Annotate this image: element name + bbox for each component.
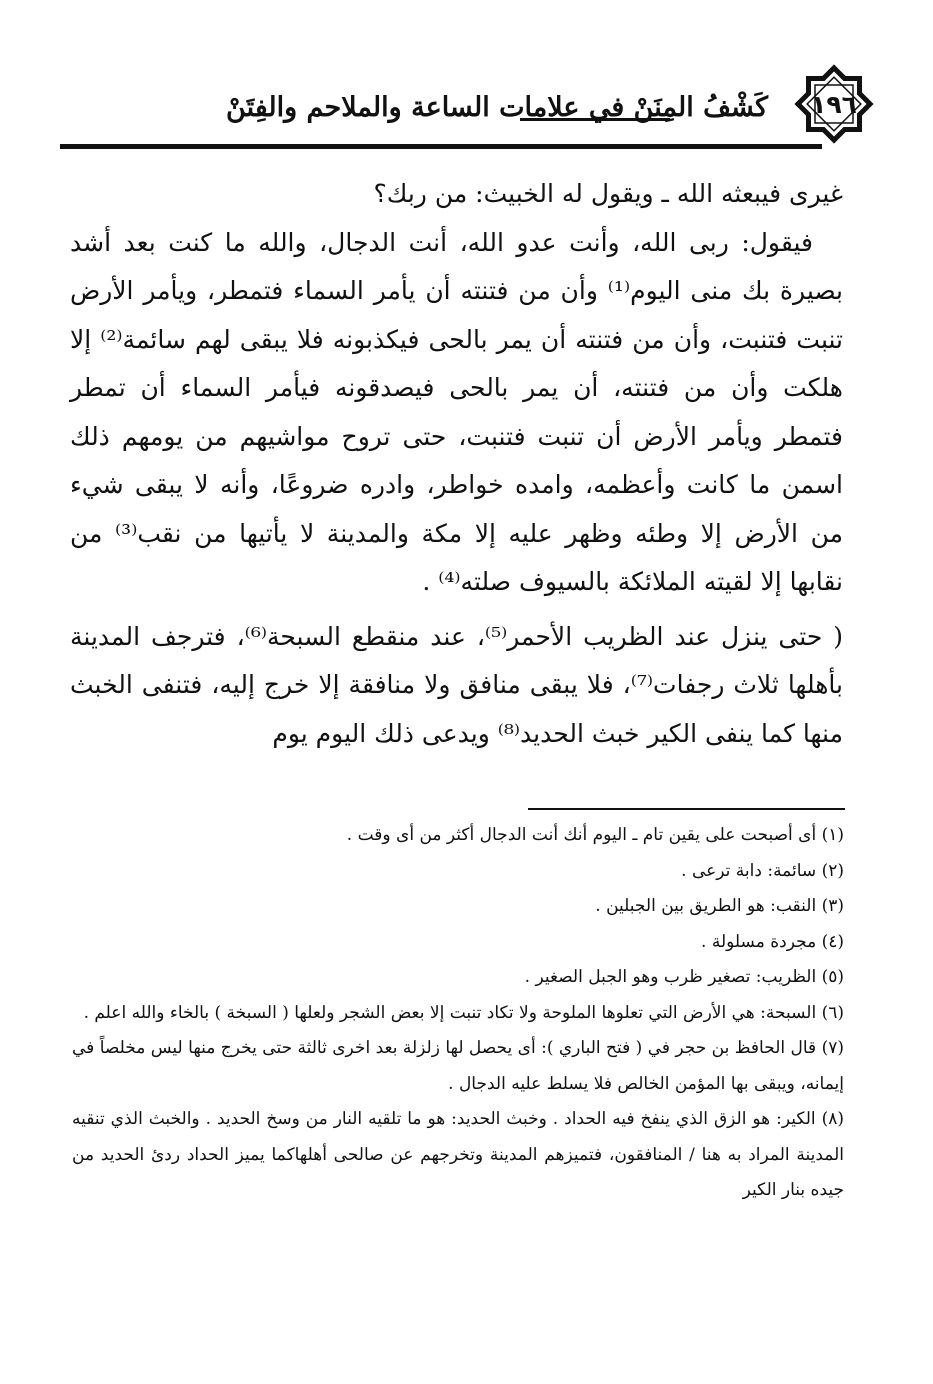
page-number: ١٩٦ bbox=[811, 89, 857, 119]
header-rule bbox=[60, 144, 822, 149]
paragraph: ( حتى ينزل عند الظريب الأحمر⁽⁵⁾، عند منقطع السبحة⁽⁶⁾، فترجف المدينة بأهلها ثلاث رجفات⁽⁷⁾، فلا يبقى منافق ولا منافقة إلا خرج إليه، فتنفى الخبث منها كما ينفى الكير خبث الحديد⁽⁸⁾ ويدعى ذلك اليوم يوم bbox=[70, 621, 843, 748]
paragraph: فيقول: ربى الله، وأنت عدو الله، أنت الدجال، والله ما كنت بعد أشد بصيرة بك منى اليوم⁽¹⁾ وأن من فتنته أن يأمر السماء فتمطر، ويأمر الأرض تنبت فتنبت، وأن من فتنته أن يمر بالحى فيكذبونه فلا يبقى لهم سائمة⁽²⁾ إلا هلكت وأن من فتنته، أن يمر بالحى فيصدقونه فيأمر السماء أن تمطر فتمطر ويأمر الأرض أن تنبت فتنبت، حتى تروح مواشيهم من يومهم ذلك اسمن ما كانت وأعظمه، وامده خواطر، وادره ضروعًا، وأنه لا يبقى شيء من الأرض إلا وطئه وظهر عليه إلا مكة والمدينة لا يأتيها من نقب⁽³⁾ من نقابها إلا لقيته الملائكة بالسيوف صلته⁽⁴⁾ . bbox=[70, 227, 843, 596]
footnote-number: (٨) bbox=[821, 1109, 845, 1129]
footnote bbox=[72, 1031, 844, 1102]
footnote bbox=[72, 889, 844, 925]
footnote-separator bbox=[528, 808, 845, 810]
footnote bbox=[72, 818, 844, 854]
footnote-text: الكير: هو الزق الذي ينفخ فيه الحداد . وخبث الحديد: هو ما تلقيه النار من وسخ الحديد . والخبث الذي تنقيه المدينة المراد به هنا / المنافقون، فتميزهم المدينة وتخرجهم عن صالحى أهلهاكما يميز الحداد ردئ الحديد من جيده بنار الكير bbox=[72, 1109, 844, 1200]
paragraph: غيرى فيبعثه الله ـ ويقول له الخبيث: من ربك؟ bbox=[373, 179, 843, 208]
footnote bbox=[72, 854, 844, 890]
footnote-number: (٤) bbox=[821, 931, 844, 952]
footnote-text: قال الحافظ بن حجر في ( فتح الباري ): أى يحصل لها زلزلة بعد اخرى ثالثة حتى يخرج منها ليس مخلصاً في إيمانه، ويبقى بها المؤمن الخالص فلا يسلط عليه الدجال . bbox=[72, 1038, 844, 1094]
footnote-number: (٣) bbox=[821, 896, 844, 916]
main-text bbox=[70, 170, 843, 758]
running-title: كَشْفُ المِنَنْ في علامات الساعة والملاحم والفِتَنْ bbox=[226, 92, 768, 123]
footnotes bbox=[72, 818, 844, 1209]
footnote-number: (٦) bbox=[821, 1002, 844, 1023]
footnote-text: الظريب: تصغير ظرب وهو الجبل الصغير . bbox=[524, 967, 817, 987]
footnote bbox=[72, 960, 844, 996]
footnote-text: مجردة مسلولة . bbox=[701, 931, 817, 952]
page-header bbox=[60, 58, 880, 154]
footnote-number: (٧) bbox=[821, 1038, 845, 1058]
footnote-text: السبحة: هي الأرض التي تعلوها الملوحة ولا تكاد تنبت إلا بعض الشجر ولعلها ( السبخة ) بالخاء والله اعلم . bbox=[83, 1002, 817, 1023]
footnote-text: أى أصبحت على يقين تام ـ اليوم أنك أنت الدجال أكثر من أى وقت . bbox=[346, 825, 817, 845]
footnote bbox=[72, 996, 844, 1032]
footnote-number: (٥) bbox=[821, 967, 844, 987]
footnote-text: سائمة: دابة ترعى . bbox=[681, 860, 817, 881]
page-number-badge bbox=[788, 58, 880, 150]
footnote bbox=[72, 1102, 844, 1209]
footnote-number: (١) bbox=[821, 825, 844, 845]
footnote-text: النقب: هو الطريق بين الجبلين . bbox=[595, 896, 817, 916]
footnote-number: (٢) bbox=[821, 860, 844, 881]
footnote bbox=[72, 925, 844, 961]
